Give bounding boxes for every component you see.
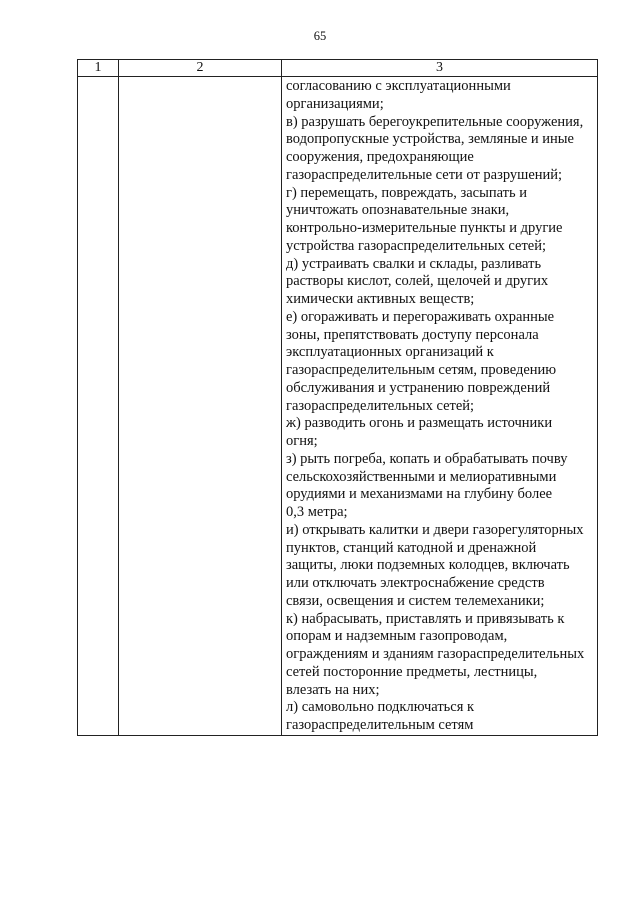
text-line: зоны, препятствовать доступу персонала: [286, 326, 539, 343]
table-body-row: [78, 77, 598, 736]
text-line: з) рыть погреба, копать и обрабатывать почву: [286, 450, 568, 467]
text-line: влезать на них;: [286, 681, 380, 698]
text-line: или отключать электроснабжение средств: [286, 575, 545, 591]
text-line: согласованию с эксплуатационными: [286, 78, 511, 94]
text-line: эксплуатационных организаций к: [286, 344, 494, 361]
text-line: связи, освещения и систем телемеханики;: [286, 592, 545, 609]
body-cell-1: [78, 77, 119, 736]
text-line: устройства газораспределительных сетей;: [286, 237, 547, 254]
text-line: водопропускные устройства, земляные и иные: [286, 131, 574, 148]
body-cell-3: [282, 77, 598, 736]
text-line: г) перемещать, повреждать, засыпать и: [286, 184, 528, 201]
text-line: сетей посторонние предметы, лестницы,: [286, 663, 538, 680]
text-line: 0,3 метра;: [286, 504, 348, 520]
text-line: газораспределительным сетям: [286, 717, 474, 733]
text-line: газораспределительным сетям, проведению: [286, 362, 557, 378]
text-line: уничтожать опознавательные знаки,: [286, 202, 510, 219]
text-line: ограждениям и зданиям газораспределительных: [286, 646, 585, 662]
text-line: сооружения, предохраняющие: [286, 149, 474, 165]
page-number: 65: [313, 29, 327, 43]
text-line: газораспределительных сетей;: [286, 397, 475, 414]
text-line: защиты, люки подземных колодцев, включать: [286, 557, 570, 574]
text-line: обслуживания и устранению повреждений: [286, 379, 551, 396]
text-line: орудиями и механизмами на глубину более: [286, 486, 553, 503]
text-line: химически активных веществ;: [286, 291, 475, 307]
text-line: пунктов, станций катодной и дренажной: [286, 539, 537, 556]
body-cell-2: [119, 77, 282, 736]
text-line: и) открывать калитки и двери газорегуляторных: [286, 521, 584, 538]
text-line: опорам и надземным газопроводам,: [286, 628, 508, 645]
text-line: организациями;: [286, 95, 384, 112]
text-line: ж) разводить огонь и размещать источники: [286, 415, 553, 432]
text-line: газораспределительные сети от разрушений;: [286, 166, 563, 183]
table-header-row: [78, 60, 598, 77]
text-line: контрольно-измерительные пункты и другие: [286, 220, 563, 236]
text-line: в) разрушать берегоукрепительные сооружения,: [286, 113, 584, 130]
text-line: огня;: [286, 433, 318, 449]
text-line: растворы кислот, солей, щелочей и других: [286, 273, 549, 290]
text-line: л) самовольно подключаться к: [286, 699, 475, 716]
text-line: к) набрасывать, приставлять и привязывать к: [286, 610, 565, 627]
document-table: [77, 59, 598, 736]
header-cell-3: 3: [282, 60, 598, 77]
text-line: д) устраивать свалки и склады, разливать: [286, 255, 542, 272]
text-line: е) огораживать и перегораживать охранные: [286, 308, 555, 325]
text-line: сельскохозяйственными и мелиоративными: [286, 468, 557, 485]
header-cell-1: 1: [78, 60, 119, 77]
header-cell-2: 2: [119, 60, 282, 77]
column-3-text: [282, 77, 597, 735]
